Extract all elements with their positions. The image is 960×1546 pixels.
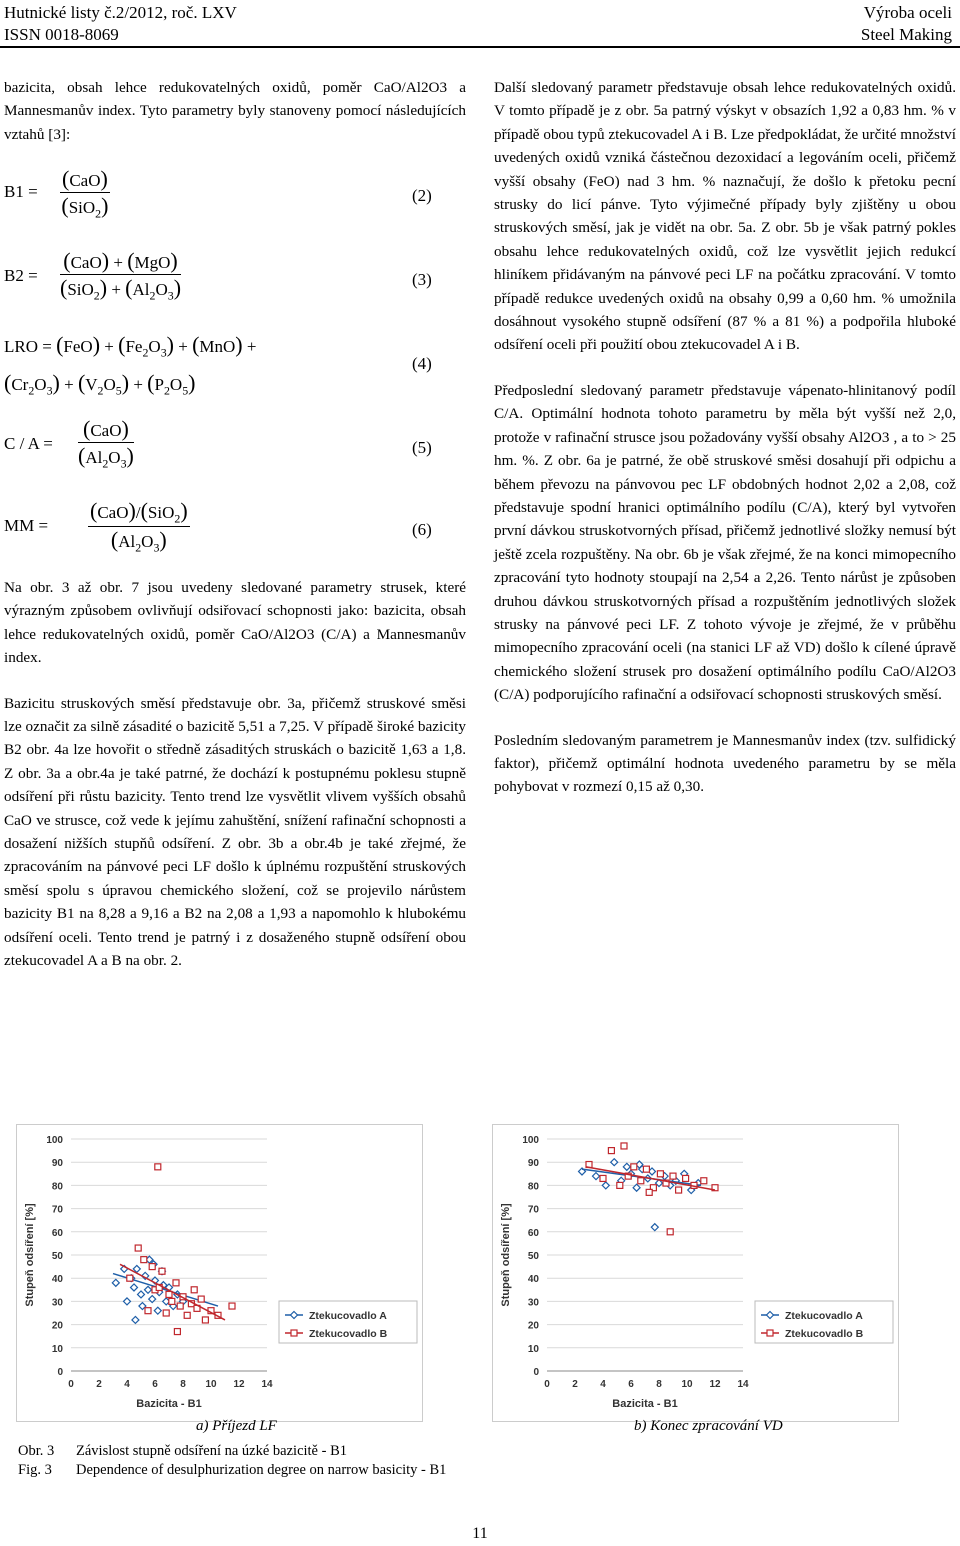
x-tick-label: 0 — [544, 1379, 550, 1390]
data-point-a — [593, 1173, 600, 1180]
legend-label: Ztekucovadlo A — [309, 1310, 387, 1322]
legend-label: Ztekucovadlo B — [785, 1328, 864, 1340]
data-point-b — [229, 1303, 235, 1309]
x-axis-label: Bazicita - B1 — [136, 1398, 202, 1410]
data-point-b — [127, 1275, 133, 1281]
x-tick-label: 0 — [68, 1379, 74, 1390]
left-paragraph-2: Bazicitu struskových směsí představuje obr. 3a, přičemž struskové směsi lze označit za silně zásadité o bazicitě 5,51 a 7,25. V případě široké bazicity B2 obr. 4a lze hovořit o středně zásaditých struskách o bazicitě 1,63 a 1,8. Z obr. 3a a obr.4a je také patrné, že dochází k postupnému poklesu stupně odsíření při růstu bazicity. Tento trend lze vysvětlit vlivem vyšších obsahů CaO ve strusce, což vede k jejímu zahuštění, snížení rafinační schopnosti a dosažení nižších stupňů odsíření. Z obr. 3b a obr.4b je také zřejmé, že zpracováním na pánvové peci LF došlo k úplnému rozpuštění struskových směsí spolu s úpravou chemického složení, což se projevilo nárůstem bazicity B1 na 8,28 a 9,16 a B2 na 2,08 a 1,93 a napomohlo k hlubokému odsíření oceli. Tento trend je patrný i z dosaženého stupně odsíření obou ztekucovadel A a B na obr. 2. — [4, 694, 466, 970]
section-title-en: Steel Making — [860, 25, 952, 44]
data-point-b — [667, 1229, 673, 1235]
left-body — [4, 576, 466, 973]
y-tick-label: 50 — [51, 1251, 63, 1262]
y-tick-label: 60 — [527, 1227, 539, 1239]
figure-caption-cz — [18, 1442, 347, 1460]
data-point-b — [617, 1182, 623, 1188]
y-tick-label: 10 — [51, 1343, 63, 1355]
journal-issn: ISSN 0018-8069 — [4, 25, 119, 44]
data-point-b — [135, 1245, 141, 1251]
right-paragraph-2: Předposlední sledovaný parametr představuje vápenato-hlinitanový podíl C/A. Optimální hodnota tohoto parametru by měla být vyšší než 2,0, protože v rafinační strusce jsou požadovány vyšší obsahy Al2O3 , a to > 25 hm. %. Z obr. 6a je patrné, že obě struskové směsi dosahují při odpichu a během převozu na pánvovou pec LF obdobných hodnot 2,02 a 2,08, což představuje spodní hranici optimálního podílu (C/A), který byl vytvořen první dávkou struskotvorných přísad, přičemž jednotlivé složky nemusí být ještě zcela rozpuštěny. Na obr. 6b je však zřejmé, že na konci mimopecního zpracování tyto hodnoty stoupají na 2,54 a 2,26. Tento nárůst je způsoben druhou dávkou struskotvorných přísad a rozpuštěním jednotlivých složek strusky na pánvové peci LF. Z tohoto vývoje je zřejmé, že v průběhu mimopecního zpracování oceli (na stanici LF až VD) došlo k cílené úpravě chemického složení strusek pro dosažení optimálního podílu CaO/Al2O3 (C/A) podporujícího rafinační a odsiřovací schopnosti struskových směsí. — [494, 381, 956, 704]
data-point-b — [683, 1175, 689, 1181]
data-point-b — [638, 1178, 644, 1184]
figure-title-cz: Závislost stupně odsíření na úzké bazicitě - B1 — [76, 1443, 347, 1459]
y-tick-label: 20 — [51, 1320, 63, 1332]
y-tick-label: 0 — [533, 1367, 539, 1378]
caption-b: b) Konec zpracování VD — [634, 1418, 783, 1434]
data-point-b — [646, 1189, 652, 1195]
legend-label: Ztekucovadlo A — [785, 1310, 863, 1322]
eq-number-2: (2) — [412, 186, 432, 205]
data-point-a — [651, 1224, 658, 1231]
data-point-b — [621, 1143, 627, 1149]
data-point-b — [701, 1178, 707, 1184]
data-point-b — [657, 1171, 663, 1177]
x-tick-label: 10 — [681, 1379, 693, 1390]
data-point-b — [184, 1312, 190, 1318]
y-tick-label: 30 — [527, 1297, 539, 1309]
data-point-b — [608, 1148, 614, 1154]
data-point-a — [124, 1298, 131, 1305]
x-tick-label: 14 — [261, 1379, 273, 1390]
y-axis-label: Stupeň odsíření [%] — [24, 1203, 36, 1307]
y-tick-label: 90 — [51, 1158, 63, 1170]
data-point-b — [163, 1310, 169, 1316]
chart-b-svg — [493, 1125, 898, 1421]
x-tick-label: 10 — [205, 1379, 217, 1390]
x-tick-label: 8 — [180, 1379, 186, 1390]
data-point-a — [132, 1316, 139, 1323]
data-point-b — [145, 1308, 151, 1314]
legend-marker-b — [767, 1330, 773, 1336]
data-point-b — [166, 1291, 172, 1297]
x-tick-label: 12 — [709, 1379, 721, 1390]
x-tick-label: 2 — [572, 1379, 578, 1390]
chart-a — [16, 1124, 423, 1422]
data-point-a — [154, 1307, 161, 1314]
equations-block: B1 = (CaO) (SiO$_2$) (2) B2 = (CaO) + (MgO) $(SiO_2) + (Al_2O_3)$ (3) LRO = $(FeO) + (Fe_2O_3) + (MnO)$ + $(Cr_2O_3) + (V_2O_5) + (P_2O_5)$ (4) C / A = (CaO) $(Al_2O_3)$ (5) MM = (CaO)/(SiO$_2$) $(Al_2O_3)$ (6) — [4, 166, 432, 555]
data-point-a — [623, 1163, 630, 1170]
y-axis-label: Stupeň odsíření [%] — [500, 1203, 512, 1307]
y-tick-label: 60 — [51, 1227, 63, 1239]
figure-label-cz: Obr. 3 — [18, 1443, 55, 1459]
left-paragraph-1: Na obr. 3 až obr. 7 jsou uvedeny sledované parametry strusek, které výrazným způsobem ovlivňují odsiřovací schopnosti jako: bazicita, obsah lehce redukovatelných oxidů, poměr CaO/Al2O3 (C/A) a Mannesmanův index. — [4, 579, 466, 667]
legend-marker-b — [291, 1330, 297, 1336]
journal-name: Hutnické listy č.2/2012, roč. LXV — [4, 3, 237, 22]
x-tick-label: 4 — [124, 1379, 130, 1390]
data-point-b — [191, 1287, 197, 1293]
data-point-a — [138, 1291, 145, 1298]
right-body — [494, 76, 956, 799]
right-paragraph-3: Posledním sledovaným parametrem je Mannesmanův index (tzv. sulfidický faktor), přičemž optimální hodnota uvedeného parametru by se měla pohybovat v rozmezí 0,15 až 0,30. — [494, 731, 956, 796]
x-axis-label: Bazicita - B1 — [612, 1398, 678, 1410]
y-tick-label: 0 — [57, 1367, 63, 1378]
data-point-b — [676, 1187, 682, 1193]
right-paragraph-1: Další sledovaný parametr představuje obsah lehce redukovatelných oxidů. V tomto případě je z obr. 5a patrný výskyt v obsazích 1,92 a 0,83 hm. % v případě obou typů ztekucovadel A i B. Lze předpokládat, že určité množství uvedených oxidů vzniká částečnou dezoxidací a legováním oceli, přičemž vyšší obsahy (FeO) nad 3 hm. % naznačují, že došlo k přetoku pecní strusky do licí pánve. Tyto výjimečné případy byly zjištěny u obou struskových směsí, jak je vidět na obr. 5a. Z obr. 5b je však patrný pokles obsahu lehce redukovatelných oxidů, což lze vysvětlit jejich redukcí hliníkem přidávaným na pánvové peci LF na počátku zpracování. V tomto případě redukce uvedených oxidů na obsahy 0,99 a 0,60 hm. % umožnila dosáhnout vysokého stupně odsíření (87 % a 81 %) a podpořila hluboké odsíření oceli při použití obou ztekucovadel A i B. — [494, 79, 956, 354]
chart-a-svg — [17, 1125, 422, 1421]
x-tick-label: 2 — [96, 1379, 102, 1390]
data-point-b — [159, 1268, 165, 1274]
data-point-b — [174, 1329, 180, 1335]
header-rule — [0, 46, 960, 48]
data-point-a — [145, 1286, 152, 1293]
eq-number-4: (4) — [412, 354, 432, 373]
section-title-cz: Výroba oceli — [863, 3, 952, 22]
data-point-b — [169, 1298, 175, 1304]
y-tick-label: 100 — [46, 1135, 63, 1146]
data-point-a — [611, 1159, 618, 1166]
figure-caption-en — [18, 1461, 446, 1479]
data-point-b — [173, 1280, 179, 1286]
x-tick-label: 6 — [152, 1379, 158, 1390]
figure-title-en: Dependence of desulphurization degree on narrow basicity - B1 — [76, 1462, 447, 1478]
figure-label-en: Fig. 3 — [18, 1462, 52, 1478]
data-point-a — [602, 1182, 609, 1189]
y-tick-label: 80 — [51, 1181, 63, 1193]
data-point-b — [141, 1257, 147, 1263]
x-tick-label: 6 — [628, 1379, 634, 1390]
x-tick-label: 8 — [656, 1379, 662, 1390]
y-tick-label: 70 — [51, 1204, 63, 1216]
y-tick-label: 70 — [527, 1204, 539, 1216]
data-point-b — [631, 1164, 637, 1170]
data-point-b — [198, 1296, 204, 1302]
intro-paragraph: bazicita, obsah lehce redukovatelných oxidů, poměr CaO/Al2O3 a Mannesmanův index. Tyto parametry byly stanoveny pomocí následujících vztahů [3]: — [4, 79, 466, 143]
y-tick-label: 40 — [527, 1274, 539, 1286]
y-tick-label: 40 — [51, 1274, 63, 1286]
data-point-b — [202, 1317, 208, 1323]
chart-b — [492, 1124, 899, 1422]
left-intro — [4, 76, 466, 146]
data-point-b — [643, 1166, 649, 1172]
trend-line — [120, 1264, 225, 1320]
data-point-b — [670, 1173, 676, 1179]
data-point-b — [155, 1164, 161, 1170]
x-tick-label: 4 — [600, 1379, 606, 1390]
y-tick-label: 10 — [527, 1343, 539, 1355]
y-tick-label: 20 — [527, 1320, 539, 1332]
x-tick-label: 14 — [737, 1379, 749, 1390]
data-point-b — [177, 1303, 183, 1309]
legend-label: Ztekucovadlo B — [309, 1328, 388, 1340]
y-tick-label: 50 — [527, 1251, 539, 1262]
eq-number-6: (6) — [412, 520, 432, 539]
data-point-b — [600, 1175, 606, 1181]
y-tick-label: 80 — [527, 1181, 539, 1193]
caption-a: a) Příjezd LF — [196, 1418, 277, 1434]
data-point-b — [149, 1264, 155, 1270]
y-tick-label: 30 — [51, 1297, 63, 1309]
eq-number-5: (5) — [412, 438, 432, 457]
eq-number-3: (3) — [412, 270, 432, 289]
data-point-a — [131, 1284, 138, 1291]
y-tick-label: 100 — [522, 1135, 539, 1146]
data-point-a — [112, 1279, 119, 1286]
x-tick-label: 12 — [233, 1379, 245, 1390]
page-number: 11 — [472, 1525, 488, 1542]
y-tick-label: 90 — [527, 1158, 539, 1170]
